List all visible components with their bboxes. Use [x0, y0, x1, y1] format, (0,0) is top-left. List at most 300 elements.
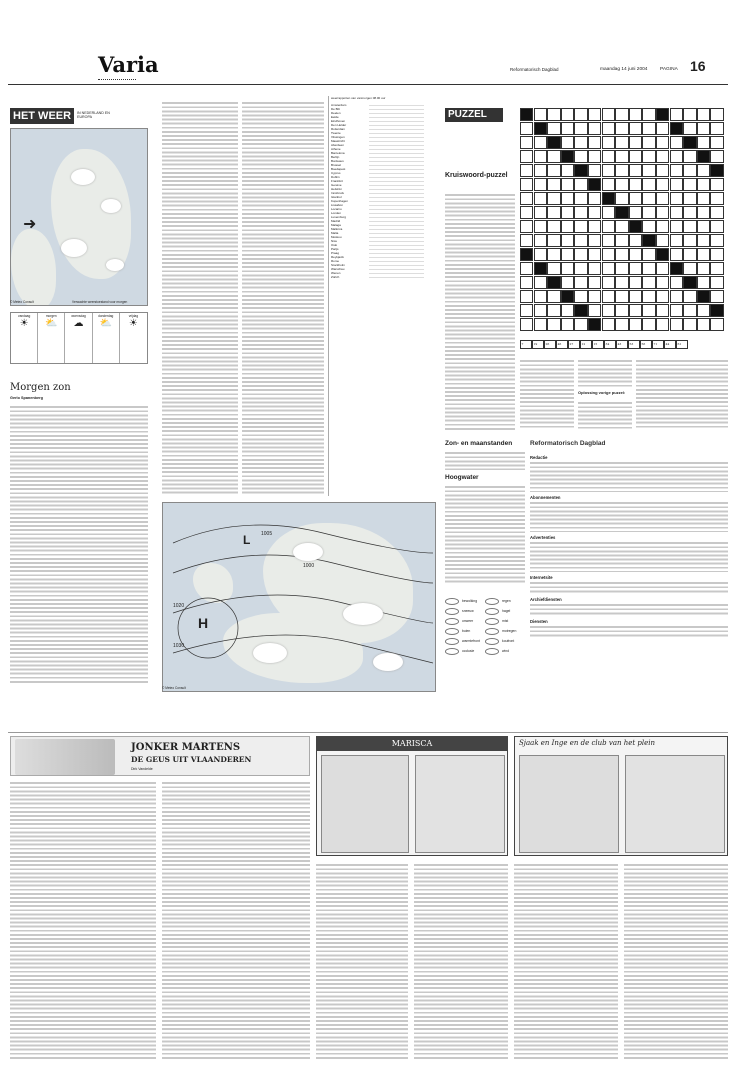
answer-cell[interactable]: 7 — [520, 340, 532, 349]
answer-cell[interactable]: 71 — [652, 340, 664, 349]
crossword-cell[interactable] — [710, 150, 723, 163]
weather-label — [10, 108, 148, 124]
crossword-cell[interactable] — [602, 262, 615, 275]
crossword-cell[interactable] — [588, 150, 601, 163]
crossword-cell[interactable] — [683, 304, 696, 317]
crossword-cell[interactable] — [534, 234, 547, 247]
crossword-cell[interactable] — [629, 206, 642, 219]
crossword-cell[interactable] — [642, 290, 655, 303]
crossword-cell[interactable] — [710, 178, 723, 191]
crossword-cell[interactable] — [670, 150, 683, 163]
crossword-cell[interactable] — [656, 318, 669, 331]
crossword-cell[interactable] — [697, 192, 710, 205]
crossword-cell[interactable] — [629, 290, 642, 303]
crossword-cell[interactable] — [547, 304, 560, 317]
crossword-cell[interactable] — [629, 150, 642, 163]
crossword-cell[interactable] — [520, 164, 533, 177]
crossword-cell[interactable] — [520, 276, 533, 289]
city-name: De Bilt — [331, 107, 340, 111]
answer-cell[interactable]: 26 — [544, 340, 556, 349]
crossword-cell[interactable] — [588, 136, 601, 149]
crossword-cell[interactable] — [629, 234, 642, 247]
crossword-cell[interactable] — [534, 192, 547, 205]
crossword-cell[interactable] — [697, 248, 710, 261]
table-cell — [413, 207, 424, 210]
crossword-cell[interactable] — [520, 318, 533, 331]
crossword-cell[interactable] — [588, 290, 601, 303]
legend-label: mist — [502, 619, 509, 623]
crossword-cell[interactable] — [656, 234, 669, 247]
crossword-cell[interactable] — [642, 108, 655, 121]
crossword-cell[interactable] — [642, 234, 655, 247]
crossword-cell[interactable] — [561, 164, 574, 177]
crossword-cell[interactable] — [656, 192, 669, 205]
crossword-cell[interactable] — [547, 178, 560, 191]
city-name: Rome — [331, 259, 340, 263]
crossword-cell[interactable] — [670, 220, 683, 233]
crossword-cell[interactable] — [547, 234, 560, 247]
crossword-cell[interactable] — [697, 178, 710, 191]
crossword-cell[interactable] — [656, 164, 669, 177]
crossword-cell[interactable] — [697, 206, 710, 219]
table-cell — [380, 127, 391, 130]
crossword-cell[interactable] — [520, 248, 533, 261]
crossword-cell[interactable] — [588, 276, 601, 289]
crossword-cell[interactable] — [642, 318, 655, 331]
crossword-cell[interactable] — [670, 248, 683, 261]
table-cell — [402, 223, 413, 226]
crossword-cell[interactable] — [534, 178, 547, 191]
crossword-cell[interactable] — [534, 304, 547, 317]
crossword-cell[interactable] — [602, 304, 615, 317]
answer-cell[interactable]: 27 — [568, 340, 580, 349]
crossword-cell[interactable] — [602, 136, 615, 149]
crossword-cell[interactable] — [629, 248, 642, 261]
crossword-cell[interactable] — [561, 262, 574, 275]
crossword-cell[interactable] — [561, 318, 574, 331]
crossword-cell[interactable] — [683, 262, 696, 275]
table-cell — [369, 167, 380, 170]
crossword-cell[interactable] — [629, 178, 642, 191]
page-number: 16 — [690, 58, 706, 74]
legend-label: hagel — [502, 609, 511, 613]
crossword-cell[interactable] — [670, 318, 683, 331]
table-cell — [402, 143, 413, 146]
crossword-cell[interactable] — [656, 304, 669, 317]
crossword-cell[interactable] — [602, 164, 615, 177]
crossword-cell[interactable] — [520, 206, 533, 219]
crossword-cell[interactable] — [520, 108, 533, 121]
crossword-cell[interactable] — [534, 136, 547, 149]
puzzle-clues — [445, 192, 515, 430]
crossword-cell[interactable] — [561, 290, 574, 303]
crossword-grid — [520, 108, 728, 334]
crossword-cell[interactable] — [602, 108, 615, 121]
crossword-cell[interactable] — [642, 248, 655, 261]
crossword-cell[interactable] — [683, 206, 696, 219]
crossword-cell[interactable] — [710, 290, 723, 303]
crossword-cell[interactable] — [656, 220, 669, 233]
crossword-cell[interactable] — [615, 318, 628, 331]
table-cell — [402, 183, 413, 186]
crossword-cell[interactable] — [574, 276, 587, 289]
crossword-cell[interactable] — [602, 318, 615, 331]
crossword-cell[interactable] — [642, 136, 655, 149]
crossword-cell[interactable] — [574, 304, 587, 317]
answer-cell[interactable]: 43 — [616, 340, 628, 349]
crossword-cell[interactable] — [642, 220, 655, 233]
forecast-day: woensdag ☁ — [65, 313, 92, 363]
crossword-cell[interactable] — [561, 108, 574, 121]
crossword-cell[interactable] — [615, 206, 628, 219]
crossword-cell[interactable] — [642, 192, 655, 205]
crossword-cell[interactable] — [710, 192, 723, 205]
crossword-cell[interactable] — [534, 108, 547, 121]
crossword-cell[interactable] — [656, 248, 669, 261]
table-cell — [369, 131, 380, 134]
crossword-cell[interactable] — [629, 262, 642, 275]
crossword-cell[interactable] — [629, 276, 642, 289]
crossword-cell[interactable] — [602, 122, 615, 135]
crossword-cell[interactable] — [520, 304, 533, 317]
forecast-day: vandaag ☀ — [11, 313, 38, 363]
crossword-cell[interactable] — [615, 192, 628, 205]
crossword-cell[interactable] — [547, 122, 560, 135]
crossword-cell[interactable] — [588, 262, 601, 275]
crossword-cell[interactable] — [588, 192, 601, 205]
crossword-cell[interactable] — [561, 304, 574, 317]
forecast-day-label: morgen — [45, 314, 57, 318]
crossword-cell[interactable] — [697, 262, 710, 275]
crossword-cell[interactable] — [561, 206, 574, 219]
crossword-cell[interactable] — [710, 234, 723, 247]
forecast-day-label: vrijdag — [128, 314, 139, 318]
table-cell — [413, 235, 424, 238]
crossword-cell[interactable] — [534, 220, 547, 233]
crossword-cell[interactable] — [710, 122, 723, 135]
crossword-cell[interactable] — [574, 234, 587, 247]
crossword-cell[interactable] — [670, 290, 683, 303]
crossword-cell[interactable] — [670, 178, 683, 191]
puzzle-clues-3 — [578, 358, 632, 388]
crossword-cell[interactable] — [615, 220, 628, 233]
table-cell — [380, 179, 391, 182]
crossword-cell[interactable] — [683, 276, 696, 289]
crossword-cell[interactable] — [656, 178, 669, 191]
crossword-cell[interactable] — [602, 276, 615, 289]
crossword-cell[interactable] — [615, 304, 628, 317]
crossword-cell[interactable] — [629, 122, 642, 135]
crossword-cell[interactable] — [656, 136, 669, 149]
crossword-cell[interactable] — [697, 122, 710, 135]
crossword-cell[interactable] — [574, 262, 587, 275]
crossword-cell[interactable] — [520, 136, 533, 149]
crossword-cell[interactable] — [710, 164, 723, 177]
table-cell — [369, 263, 380, 266]
crossword-cell[interactable] — [561, 220, 574, 233]
crossword-cell[interactable] — [697, 136, 710, 149]
crossword-cell[interactable] — [710, 276, 723, 289]
crossword-cell[interactable] — [697, 318, 710, 331]
crossword-cell[interactable] — [697, 150, 710, 163]
crossword-cell[interactable] — [520, 234, 533, 247]
crossword-cell[interactable] — [710, 318, 723, 331]
crossword-cell[interactable] — [697, 108, 710, 121]
crossword-cell[interactable] — [629, 136, 642, 149]
answer-cell[interactable]: 61 — [676, 340, 688, 349]
crossword-cell[interactable] — [683, 290, 696, 303]
answer-cell[interactable]: 53 — [628, 340, 640, 349]
crossword-cell[interactable] — [547, 248, 560, 261]
crossword-cell[interactable] — [547, 290, 560, 303]
crossword-cell[interactable] — [602, 220, 615, 233]
crossword-cell[interactable] — [670, 164, 683, 177]
crossword-cell[interactable] — [710, 262, 723, 275]
crossword-cell[interactable] — [534, 276, 547, 289]
crossword-cell[interactable] — [615, 108, 628, 121]
crossword-cell[interactable] — [534, 290, 547, 303]
crossword-cell[interactable] — [520, 262, 533, 275]
crossword-cell[interactable] — [642, 262, 655, 275]
crossword-cell[interactable] — [670, 206, 683, 219]
crossword-cell[interactable] — [670, 234, 683, 247]
jonker-column-1 — [10, 780, 156, 1060]
crossword-cell[interactable] — [670, 136, 683, 149]
crossword-cell[interactable] — [588, 164, 601, 177]
table-cell — [402, 103, 413, 106]
crossword-cell[interactable] — [574, 220, 587, 233]
crossword-cell[interactable] — [547, 150, 560, 163]
crossword-cell[interactable] — [588, 206, 601, 219]
crossword-cell[interactable] — [520, 150, 533, 163]
crossword-cell[interactable] — [697, 164, 710, 177]
answer-cell[interactable]: 46 — [556, 340, 568, 349]
crossword-cell[interactable] — [629, 318, 642, 331]
crossword-cell[interactable] — [615, 122, 628, 135]
crossword-cell[interactable] — [697, 276, 710, 289]
crossword-cell[interactable] — [574, 290, 587, 303]
table-cell — [380, 175, 391, 178]
crossword-cell[interactable] — [574, 206, 587, 219]
table-cell — [413, 251, 424, 254]
crossword-cell[interactable] — [588, 108, 601, 121]
crossword-cell[interactable] — [547, 192, 560, 205]
crossword-cell[interactable] — [561, 136, 574, 149]
crossword-cell[interactable] — [561, 178, 574, 191]
crossword-cell[interactable] — [602, 178, 615, 191]
crossword-cell[interactable] — [683, 178, 696, 191]
crossword-cell[interactable] — [615, 262, 628, 275]
crossword-cell[interactable] — [710, 136, 723, 149]
crossword-cell[interactable] — [642, 178, 655, 191]
crossword-cell[interactable] — [588, 318, 601, 331]
crossword-cell[interactable] — [710, 220, 723, 233]
crossword-cell[interactable] — [615, 248, 628, 261]
crossword-cell[interactable] — [547, 318, 560, 331]
crossword-cell[interactable] — [683, 150, 696, 163]
crossword-cell[interactable] — [534, 262, 547, 275]
table-cell — [380, 211, 391, 214]
crossword-cell[interactable] — [642, 164, 655, 177]
table-cell — [402, 275, 413, 278]
crossword-cell[interactable] — [629, 304, 642, 317]
crossword-cell[interactable] — [520, 122, 533, 135]
crossword-cell[interactable] — [629, 192, 642, 205]
crossword-cell[interactable] — [602, 248, 615, 261]
crossword-cell[interactable] — [547, 276, 560, 289]
crossword-cell[interactable] — [520, 192, 533, 205]
crossword-cell[interactable] — [642, 304, 655, 317]
crossword-cell[interactable] — [697, 220, 710, 233]
crossword-cell[interactable] — [642, 150, 655, 163]
crossword-cell[interactable] — [561, 122, 574, 135]
crossword-cell[interactable] — [602, 234, 615, 247]
crossword-cell[interactable] — [588, 220, 601, 233]
table-cell — [402, 147, 413, 150]
crossword-cell[interactable] — [710, 206, 723, 219]
table-cell — [402, 175, 413, 178]
table-cell — [380, 143, 391, 146]
crossword-cell[interactable] — [670, 276, 683, 289]
crossword-cell[interactable] — [642, 206, 655, 219]
crossword-cell[interactable] — [602, 150, 615, 163]
crossword-cell[interactable] — [670, 304, 683, 317]
colophon-section-body — [530, 624, 728, 638]
crossword-cell[interactable] — [574, 318, 587, 331]
crossword-cell[interactable] — [710, 108, 723, 121]
answer-cell[interactable]: 15 — [592, 340, 604, 349]
city-name: Den Helder — [331, 123, 347, 127]
crossword-cell[interactable] — [656, 108, 669, 121]
answer-cell[interactable]: 34 — [604, 340, 616, 349]
answer-cell[interactable]: 12 — [580, 340, 592, 349]
crossword-cell[interactable] — [520, 220, 533, 233]
crossword-cell[interactable] — [588, 304, 601, 317]
crossword-cell[interactable] — [588, 248, 601, 261]
crossword-cell[interactable] — [670, 122, 683, 135]
crossword-cell[interactable] — [588, 122, 601, 135]
crossword-cell[interactable] — [520, 290, 533, 303]
table-cell — [369, 203, 380, 206]
crossword-cell[interactable] — [547, 136, 560, 149]
crossword-cell[interactable] — [520, 178, 533, 191]
crossword-cell[interactable] — [683, 122, 696, 135]
crossword-cell[interactable] — [561, 248, 574, 261]
crossword-cell[interactable] — [629, 164, 642, 177]
pressure-label: 1000 — [303, 563, 315, 569]
crossword-cell[interactable] — [629, 108, 642, 121]
crossword-cell[interactable] — [588, 234, 601, 247]
crossword-cell[interactable] — [683, 164, 696, 177]
crossword-cell[interactable] — [710, 248, 723, 261]
crossword-cell[interactable] — [615, 150, 628, 163]
crossword-cell[interactable] — [683, 108, 696, 121]
crossword-cell[interactable] — [547, 262, 560, 275]
table-cell — [413, 195, 424, 198]
table-cell — [380, 191, 391, 194]
crossword-cell[interactable] — [615, 276, 628, 289]
crossword-cell[interactable] — [615, 178, 628, 191]
crossword-cell[interactable] — [574, 136, 587, 149]
crossword-cell[interactable] — [683, 318, 696, 331]
answer-cell[interactable]: 56 — [640, 340, 652, 349]
crossword-cell[interactable] — [561, 234, 574, 247]
crossword-cell[interactable] — [615, 290, 628, 303]
crossword-cell[interactable] — [561, 150, 574, 163]
city-name: Helsinki — [331, 187, 342, 191]
crossword-cell[interactable] — [615, 234, 628, 247]
marisca-panel-2 — [415, 755, 505, 853]
crossword-cell[interactable] — [642, 276, 655, 289]
legend-item — [485, 646, 525, 656]
crossword-cell[interactable] — [588, 178, 601, 191]
crossword-cell[interactable] — [574, 192, 587, 205]
crossword-cell[interactable] — [534, 150, 547, 163]
crossword-cell[interactable] — [561, 276, 574, 289]
table-cell — [391, 223, 402, 226]
crossword-cell[interactable] — [547, 220, 560, 233]
crossword-cell[interactable] — [656, 122, 669, 135]
crossword-cell[interactable] — [670, 192, 683, 205]
crossword-cell[interactable] — [710, 304, 723, 317]
crossword-cell[interactable] — [656, 290, 669, 303]
crossword-cell[interactable] — [574, 178, 587, 191]
answer-cell[interactable]: 44 — [664, 340, 676, 349]
answer-cell[interactable]: 19 — [532, 340, 544, 349]
crossword-cell[interactable] — [656, 276, 669, 289]
crossword-cell[interactable] — [547, 164, 560, 177]
crossword-cell[interactable] — [574, 108, 587, 121]
crossword-cell[interactable] — [683, 220, 696, 233]
crossword-cell[interactable] — [615, 164, 628, 177]
crossword-cell[interactable] — [534, 206, 547, 219]
crossword-cell[interactable] — [697, 304, 710, 317]
crossword-cell[interactable] — [697, 234, 710, 247]
crossword-cell[interactable] — [670, 262, 683, 275]
crossword-cell[interactable] — [534, 248, 547, 261]
crossword-cell[interactable] — [602, 290, 615, 303]
crossword-cell[interactable] — [656, 262, 669, 275]
crossword-cell[interactable] — [656, 150, 669, 163]
table-cell — [413, 187, 424, 190]
crossword-cell[interactable] — [615, 136, 628, 149]
crossword-cell[interactable] — [574, 248, 587, 261]
crossword-cell[interactable] — [683, 192, 696, 205]
crossword-cell[interactable] — [683, 248, 696, 261]
crossword-cell[interactable] — [534, 318, 547, 331]
crossword-cell[interactable] — [547, 108, 560, 121]
crossword-cell[interactable] — [547, 206, 560, 219]
crossword-cell[interactable] — [656, 206, 669, 219]
crossword-cell[interactable] — [574, 150, 587, 163]
table-cell — [413, 239, 424, 242]
crossword-cell[interactable] — [602, 192, 615, 205]
crossword-cell[interactable] — [534, 122, 547, 135]
crossword-cell[interactable] — [683, 136, 696, 149]
crossword-cell[interactable] — [574, 164, 587, 177]
table-cell — [413, 171, 424, 174]
crossword-cell[interactable] — [534, 164, 547, 177]
crossword-cell[interactable] — [670, 108, 683, 121]
crossword-cell[interactable] — [561, 192, 574, 205]
crossword-cell[interactable] — [697, 290, 710, 303]
crossword-cell[interactable] — [642, 122, 655, 135]
crossword-cell[interactable] — [629, 220, 642, 233]
crossword-cell[interactable] — [574, 122, 587, 135]
sjaak-column-1 — [514, 862, 618, 1060]
crossword-cell[interactable] — [683, 234, 696, 247]
crossword-cell[interactable] — [602, 206, 615, 219]
